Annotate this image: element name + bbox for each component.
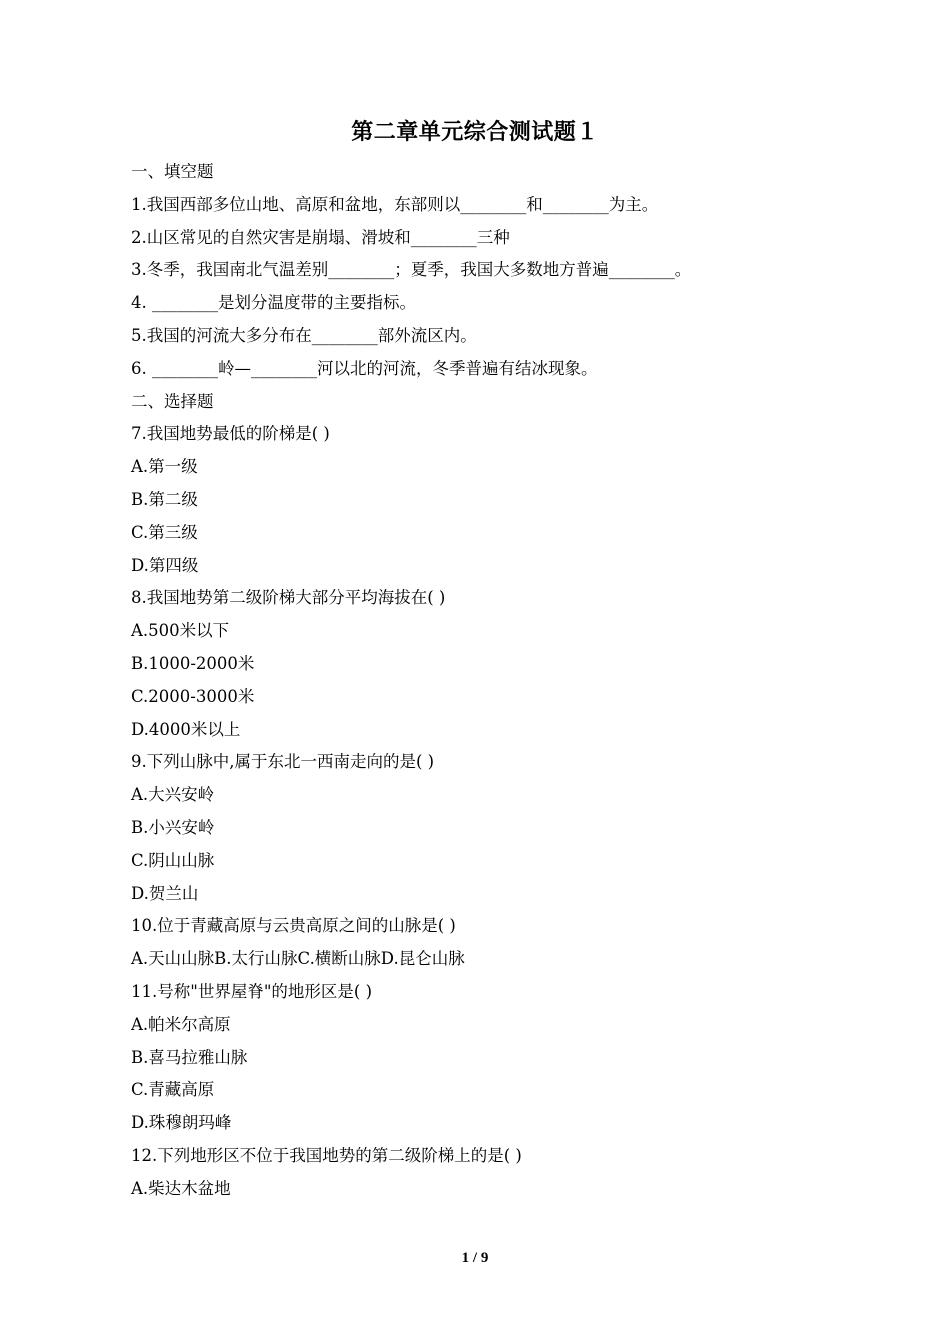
question-8: 8.我国地势第二级阶梯大部分平均海拔在( )	[131, 588, 446, 608]
question-11-option-a: A.帕米尔高原	[131, 1014, 231, 1034]
question-11-option-d: D.珠穆朗玛峰	[131, 1113, 232, 1133]
page-title: 第二章单元综合测试题１	[351, 119, 599, 145]
question-8-option-a: A.500米以下	[131, 621, 230, 641]
question-9-option-d: D.贺兰山	[131, 883, 199, 903]
question-11: 11.号称"世界屋脊"的地形区是( )	[131, 981, 373, 1001]
question-2: 2.山区常见的自然灾害是崩塌、滑坡和________三种	[131, 227, 510, 247]
question-11-option-c: C.青藏高原	[131, 1080, 215, 1100]
question-content	[131, 156, 831, 1206]
section-heading-choice: 二、选择题	[131, 391, 214, 411]
question-8-option-d: D.4000米以上	[131, 719, 241, 739]
question-10-options: A.天山山脉B.太行山脉C.横断山脉D.昆仑山脉	[131, 949, 465, 969]
question-9-option-b: B.小兴安岭	[131, 817, 215, 837]
question-7-option-c: C.第三级	[131, 522, 198, 542]
question-7: 7.我国地势最低的阶梯是( )	[131, 424, 330, 444]
question-7-option-a: A.第一级	[131, 457, 198, 477]
question-12: 12.下列地形区不位于我国地势的第二级阶梯上的是( )	[131, 1145, 522, 1165]
question-9-option-c: C.阴山山脉	[131, 850, 215, 870]
question-6: 6. ________岭—________河以北的河流，冬季普遍有结冰现象。	[131, 358, 598, 378]
question-9: 9.下列山脉中,属于东北一西南走向的是( )	[131, 752, 435, 772]
question-1: 1.我国西部多位山地、高原和盆地，东部则以________和________为主。	[131, 194, 659, 214]
question-12-option-a: A.柴达木盆地	[131, 1178, 231, 1198]
question-8-option-b: B.1000-2000米	[131, 653, 255, 673]
section-heading-fill-blank: 一、填空题	[131, 162, 214, 181]
question-4: 4. ________是划分温度带的主要指标。	[131, 293, 416, 313]
page-number: 1 / 9	[461, 1250, 489, 1266]
question-10: 10.位于青藏高原与云贵高原之间的山脉是( )	[131, 916, 456, 936]
question-9-option-a: A.大兴安岭	[131, 785, 215, 805]
question-3: 3.冬季，我国南北气温差别________；夏季，我国大多数地方普遍________。	[131, 260, 692, 280]
question-7-option-b: B.第二级	[131, 489, 198, 509]
question-7-option-d: D.第四级	[131, 555, 199, 575]
question-5: 5.我国的河流大多分布在________部外流区内。	[131, 325, 477, 345]
question-11-option-b: B.喜马拉雅山脉	[131, 1047, 248, 1067]
question-8-option-c: C.2000-3000米	[131, 686, 255, 706]
